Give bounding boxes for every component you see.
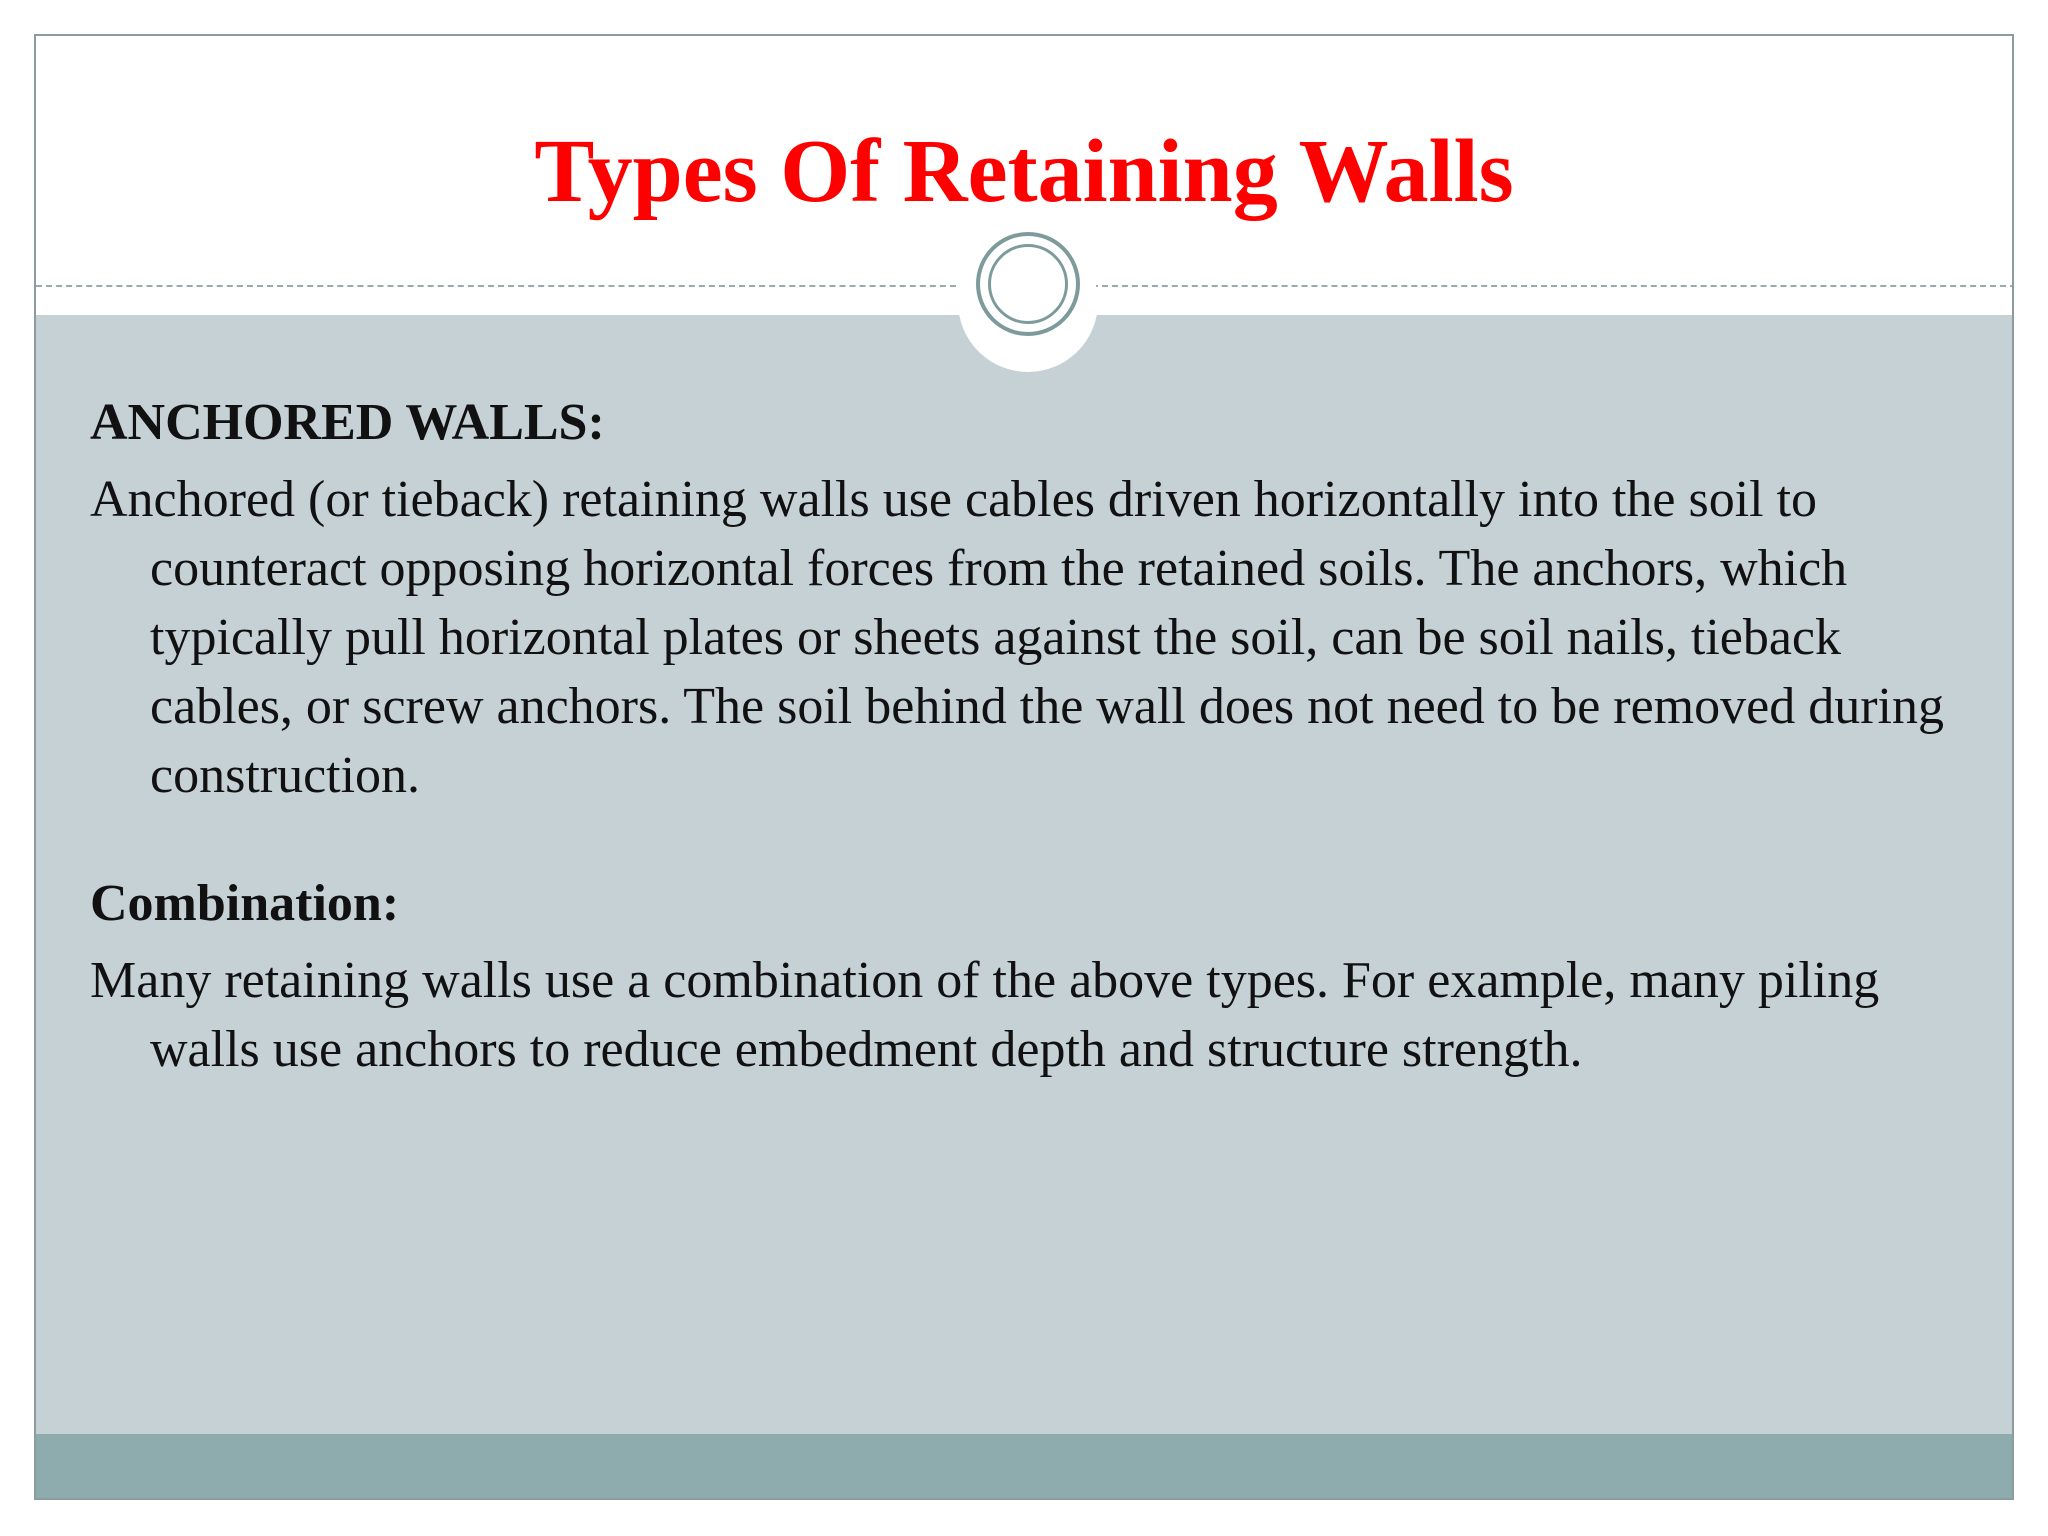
slide-content <box>90 381 1970 1084</box>
header-divider-right <box>1092 285 2014 287</box>
section-spacer <box>90 810 1970 862</box>
slide-title: Types Of Retaining Walls <box>534 122 1514 221</box>
section-heading-anchored-walls: ANCHORED WALLS: <box>90 394 605 451</box>
circle-ornament-icon <box>976 232 1080 336</box>
section-heading-combination: Combination: <box>90 875 400 932</box>
circle-ornament-inner <box>988 244 1068 324</box>
section-text-combination: Many retaining walls use a combination of the above types. For example, many piling walls use anchors to reduce embedment depth and structure strength. <box>90 952 1880 1078</box>
header-divider-left <box>36 285 966 287</box>
slide <box>34 34 2014 1500</box>
section-text-anchored-walls: Anchored (or tieback) retaining walls use cables driven horizontally into the soil to counteract opposing horizontal forces from the retained soils. The anchors, which typically pull horizontal plates or sheets against the soil, can be soil nails, tieback cables, or screw anchors. The soil behind the wall does not need to be removed during construction. <box>90 471 1944 804</box>
footer-band <box>36 1434 2012 1500</box>
